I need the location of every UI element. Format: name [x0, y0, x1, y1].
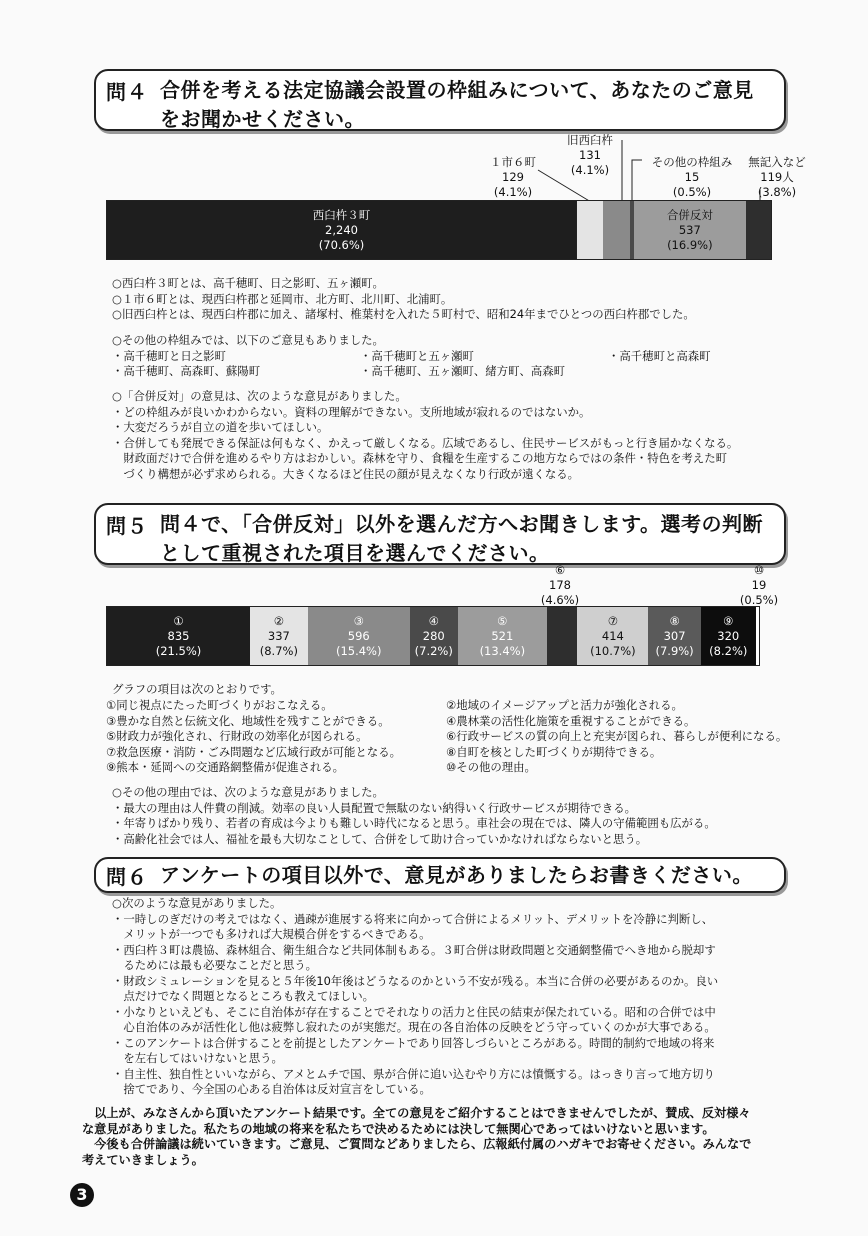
- q5-seg-8: ⑧ 307 (7.9%): [648, 607, 701, 665]
- q4-title: 合併を考える法定協議会設置の枠組みについて、あなたのご意見をお聞かせください。: [160, 78, 754, 131]
- q5-seg-1: ① 835 (21.5%): [107, 607, 250, 665]
- q4-number: 問４: [106, 80, 148, 104]
- q4-oppose-block: ○「合併反対」の意見は、次のような意見がありました。 ・どの枠組みが良いかわからない。資料の理解ができない。支所地域が寂れるのではないか。 ・大変だろうが自立の道を歩いてほしい。 ・合併しても発展できる保証は何もなく、かえって厳しくなる。広域であるし、住民サービスがもっと行き届かなくなる。 財政面だけで合併を進めるやり方はおかしい。森林を守り、食糧を生産するこの地方ならではの条件・特色を考えた町 づくり構想が必ず求められる。大きくなるほど住民の顔が見えなくなり行政が遠くなる。: [112, 389, 739, 481]
- q5-bar-chart: [106, 606, 760, 666]
- q4-other-item: ・高千穂町、五ヶ瀬町、緒方町、高森町: [360, 364, 566, 378]
- q4-bar-chart: [106, 200, 772, 260]
- q5-label-6: ⑥ 178 (4.6%): [540, 563, 580, 607]
- q4-seg-nishiusuki3: 西臼杵３町 2,240 (70.6%): [107, 201, 576, 259]
- q5-other-block: ○その他の理由では、次のような意見がありました。 ・最大の理由は人件費の削減。効率の良い人員配置で無駄のない納得いく行政サービスが期待できる。 ・年寄りばかり残り、若者の育成は今よりも難しい時代になると思う。車社会の現在では、隣人の守備範囲も広がる。 ・高齢化社会では人、福祉を最も大切なことして、合併をして助け合っていかなければならないと思う。: [112, 785, 716, 846]
- q5-title: 問４で、「合併反対」以外を選んだ方へお聞きします。選考の判断として重視された項目を選んでください。: [160, 512, 763, 565]
- q4-notes: ○西臼杵３町とは、高千穂町、日之影町、五ヶ瀬町。 ○１市６町とは、現西臼杵郡と延岡市、北方町、北川町、北浦町。 ○旧西臼杵とは、現西臼杵郡に加え、諸塚村、椎葉村を入れた５町村で、昭和24年までひとつの西臼杵郡でした。: [112, 276, 695, 321]
- q5-legend-intro: グラフの項目は次のとおりです。: [112, 682, 282, 696]
- q4-other-item: ・高千穂町と高森町: [608, 349, 711, 363]
- q6-question-box: [94, 857, 786, 893]
- q6-number: 問６: [106, 865, 148, 889]
- q4-other-intro: ○その他の枠組みでは、以下のご意見もありました。: [112, 333, 384, 347]
- q4-seg-1shi6cho: [576, 201, 603, 259]
- q5-seg-10: [756, 607, 759, 665]
- closing-message: 以上が、みなさんから頂いたアンケート結果です。全ての意見をご紹介することはできませんでしたが、賛成、反対様々 な意見がありました。私たちの地域の将来を私たちで決めるためには決して無関心であってはいけないと思います。 今後も合併論議は続いていきます。ご意見、ご質問などありましたら、広報紙付属のハガキでお寄せください。みんなで 考えていきましょう。: [82, 1106, 752, 1167]
- q5-label-10: ⑩ 19 (0.5%): [739, 563, 779, 607]
- q4-label-kyunishiusuki: 旧西臼杵 131 (4.1%): [567, 133, 613, 177]
- q5-seg-6: [547, 607, 577, 665]
- q4-seg-kyunishiusuki: [603, 201, 630, 259]
- q6-title: アンケートの項目以外で、意見がありましたらお書きください。: [160, 863, 753, 887]
- q4-other-item: ・高千穂町、高森町、蘇陽町: [112, 364, 261, 378]
- q6-opinions: ○次のような意見がありました。 ・一時しのぎだけの考えではなく、過疎が進展する将来に向かって合併によるメリット、デメリットを冷静に判断し、 メリットが一つでも多ければ大規模合併をするべきである。 ・西臼杵３町は農協、森林組合、衛生組合など共同体制もある。３町合併は財政問題と交通網整備でへき地から脱却す るためには最も必要なことだと思う。 ・財政シミュレーションを見ると５年後10年後はどうなるのかという不安が残る。本当に合併の必要があるのか。良い 点だけでなく問題となるところも教えてほしい。 ・小なりといえども、そこに自治体が存在することでそれなりの活力と住民の結束が保たれている。昭和の合併では中 心自治体のみが活性化し他は疲弊し寂れたのが実態だ。現在の各自治体の反映をどう守っていくのかが大事である。 ・このアンケートは合併することを前提としたアンケートであり回答しづらいところがある。時間的制約で地域の将来 を左右してはいけないと思う。 ・自主性、独自性といいながら、アメとムチで国、県が合併に追い込むやり方には憤慨する。はっきり言って地方切り 捨てであり、今全国の心ある自治体は反対宣言をしている。: [112, 896, 719, 1096]
- q5-number: 問５: [106, 514, 148, 538]
- q4-label-other: その他の枠組み 15 (0.5%): [651, 155, 733, 199]
- q5-legend-left: ①同じ視点にたった町づくりがおこなえる。 ③豊かな自然と伝統文化、地域性を残すことができる。 ⑤財政力が強化され、行財政の効率化が図られる。 ⑦救急医療・消防・ごみ問題など広域行政が可能となる。 ⑨熊本・延岡への交通路網整備が促進される。: [106, 698, 401, 774]
- q4-other-item: ・高千穂町と日之影町: [112, 349, 226, 363]
- q5-legend-right: ②地域のイメージアップと活力が強化される。 ④農林業の活性化施策を重視することができる。 ⑥行政サービスの質の向上と充実が図られ、暮らしが便利になる。 ⑧自町を核とした町づくりが期待できる。 ⑩その他の理由。: [446, 698, 788, 774]
- q4-seg-noanswer: [746, 201, 771, 259]
- q4-other-item: ・高千穂町と五ヶ瀬町: [360, 349, 474, 363]
- q5-seg-5: ⑤ 521 (13.4%): [458, 607, 547, 665]
- page-number: 3: [70, 1183, 94, 1207]
- q5-seg-4: ④ 280 (7.2%): [410, 607, 458, 665]
- q5-seg-7: ⑦ 414 (10.7%): [577, 607, 648, 665]
- q4-label-noanswer: 無記入など 119人 (3.8%): [748, 155, 806, 199]
- q4-seg-oppose: 合併反対 537 (16.9%): [634, 201, 746, 259]
- q5-seg-3: ③ 596 (15.4%): [308, 607, 410, 665]
- q5-question-box: [94, 503, 786, 565]
- q5-seg-2: ② 337 (8.7%): [250, 607, 308, 665]
- q4-label-1shi6cho: １市６町 129 (4.1%): [490, 155, 536, 199]
- q5-seg-9: ⑨ 320 (8.2%): [701, 607, 756, 665]
